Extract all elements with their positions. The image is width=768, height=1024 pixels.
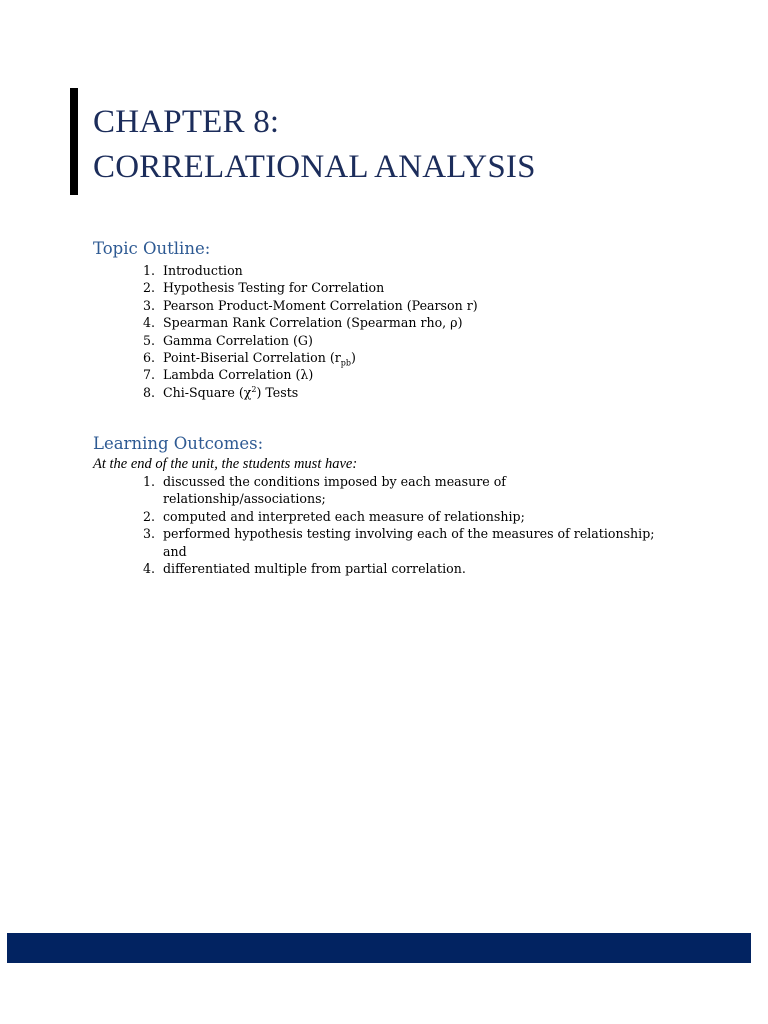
list-item <box>93 473 693 508</box>
item-number: 3. <box>143 526 156 542</box>
list-item <box>93 366 693 383</box>
item-text <box>163 384 673 401</box>
item-text-before: Point-Biserial Correlation (r <box>163 350 341 366</box>
item-number: 7. <box>143 367 156 383</box>
item-number: 2. <box>143 280 156 296</box>
learning-outcomes-intro: At the end of the unit, the students must have: <box>93 456 358 472</box>
learning-outcomes-heading: Learning Outcomes: <box>93 434 264 453</box>
item-text: Introduction <box>163 263 243 278</box>
chapter-title <box>93 100 536 190</box>
list-item <box>93 279 693 296</box>
item-text: Lambda Correlation (λ) <box>163 367 314 383</box>
list-item <box>93 262 693 279</box>
item-text-before: Chi-Square (χ <box>163 384 252 400</box>
list-item <box>93 525 693 560</box>
superscript-2: 2 <box>251 384 257 394</box>
item-number: 1. <box>143 474 156 489</box>
item-text: Gamma Correlation (G) <box>163 332 313 348</box>
item-text: performed hypothesis testing involving each of the measures of relationship; and <box>163 526 655 559</box>
chapter-name: CORRELATIONAL ANALYSIS <box>93 149 536 185</box>
list-item <box>93 384 693 401</box>
item-number: 5. <box>143 332 156 348</box>
list-item <box>93 332 693 349</box>
item-number: 6. <box>143 350 156 366</box>
item-text: Hypothesis Testing for Correlation <box>163 280 385 296</box>
item-text-after: ) <box>351 350 356 366</box>
item-text <box>163 349 673 366</box>
item-number: 8. <box>143 384 156 400</box>
item-text: Pearson Product-Moment Correlation (Pearson r) <box>163 297 478 313</box>
list-item <box>93 297 693 314</box>
list-item <box>93 560 693 577</box>
item-number: 1. <box>143 263 156 278</box>
list-item <box>93 314 693 331</box>
learning-outcomes-list <box>93 473 693 577</box>
chapter-accent-bar <box>70 88 78 195</box>
chapter-number: CHAPTER 8: <box>93 104 280 140</box>
item-number: 3. <box>143 297 156 313</box>
footer-band <box>7 933 751 963</box>
topic-outline-heading: Topic Outline: <box>93 239 211 258</box>
item-text: differentiated multiple from partial correlation. <box>163 561 466 577</box>
item-text: computed and interpreted each measure of relationship; <box>163 508 525 524</box>
item-text: discussed the conditions imposed by each measure of relationship/associations; <box>163 474 506 507</box>
item-text-after: ) Tests <box>256 384 299 400</box>
item-text: Spearman Rank Correlation (Spearman rho, ρ) <box>163 315 463 331</box>
list-item <box>93 349 693 366</box>
item-number: 2. <box>143 508 156 524</box>
item-number: 4. <box>143 561 156 577</box>
list-item <box>93 508 693 525</box>
item-number: 4. <box>143 315 156 331</box>
subscript-pb: pb <box>340 358 352 368</box>
topic-outline-list <box>93 262 693 401</box>
